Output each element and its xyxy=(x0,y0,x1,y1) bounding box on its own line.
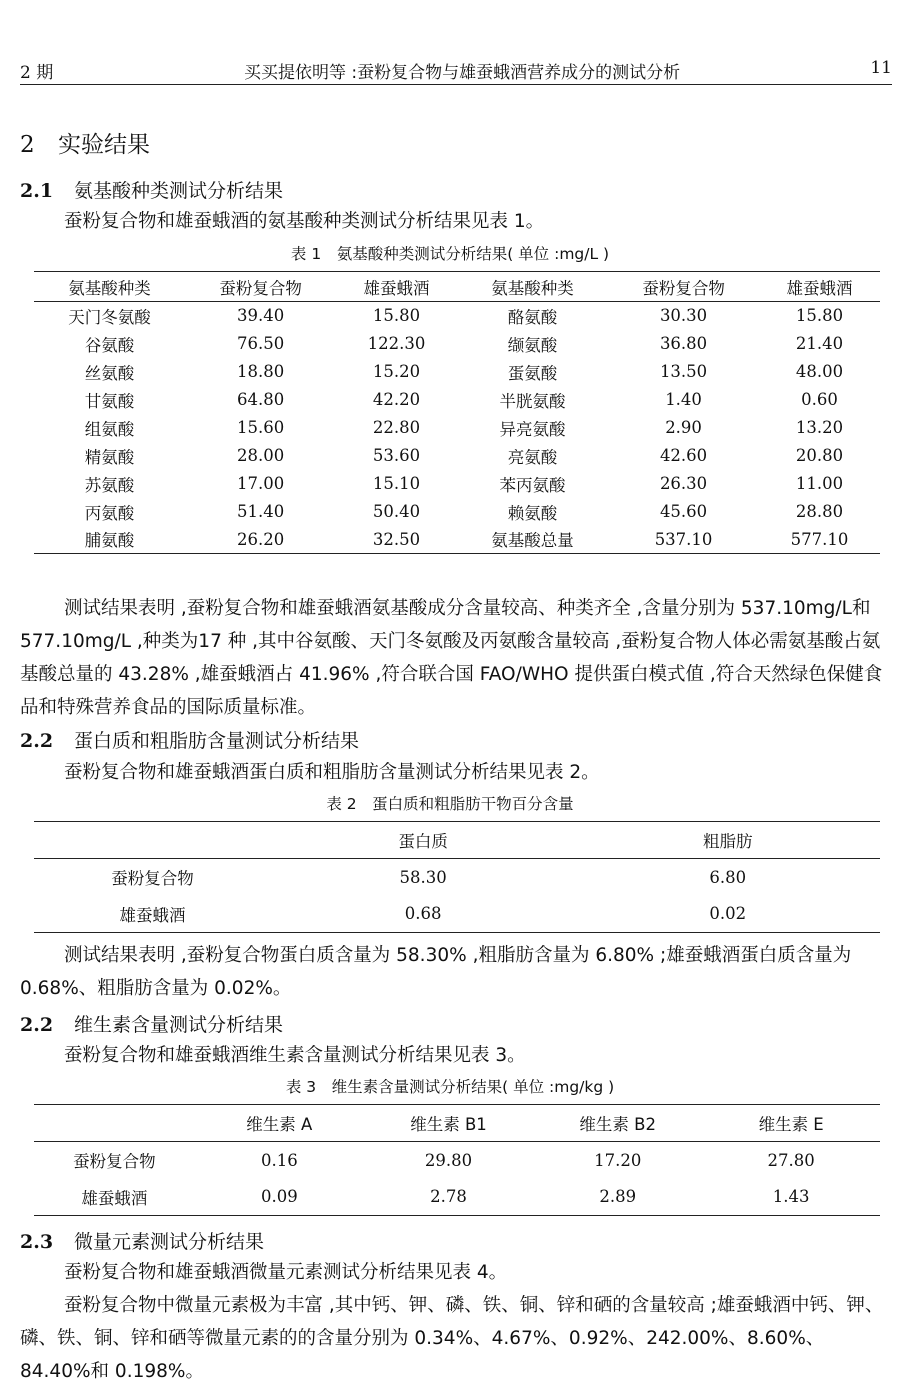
table-cell: 2.89 xyxy=(599,1187,637,1207)
column-header: 氨基酸种类 xyxy=(491,278,574,298)
table-cell: 21.40 xyxy=(795,334,844,353)
table-cell: 17.20 xyxy=(594,1150,642,1170)
table-cell: 异亮氨酸 xyxy=(499,419,566,439)
table-cell: 赖氨酸 xyxy=(507,503,558,523)
table-cell: 2.90 xyxy=(665,418,702,437)
table-cell: 76.50 xyxy=(236,334,285,353)
subsection-title: 微量元素测试分析结果 xyxy=(74,1231,265,1253)
table-cell: 精氨酸 xyxy=(84,447,135,467)
subsection-title: 氨基酸种类测试分析结果 xyxy=(74,180,284,202)
table-cell: 22.80 xyxy=(372,418,421,437)
table-cell: 39.40 xyxy=(236,306,285,326)
column-header: 维生素 E xyxy=(758,1115,824,1134)
subsection-number: 2.2 xyxy=(20,730,54,752)
column-header: 雄蚕蛾酒 xyxy=(363,278,430,298)
table-cell: 天门冬氨酸 xyxy=(68,307,151,327)
table1-reference: 蚕粉复合物和雄蚕蛾酒的氨基酸种类测试分析结果见表 1。 xyxy=(64,211,545,232)
table-cell: 0.16 xyxy=(260,1150,298,1170)
table-row xyxy=(34,414,880,442)
table-cell: 6.80 xyxy=(709,867,747,887)
section-number: 2 xyxy=(20,132,35,158)
table2-caption: 表 2 蛋白质和粗脂肪干物百分含量 xyxy=(326,795,574,813)
table-cell: 30.30 xyxy=(659,306,708,326)
table1-amino-acids xyxy=(34,271,880,554)
table3-caption: 表 3 维生素含量测试分析结果( 单位 :mg/kg ) xyxy=(285,1078,615,1096)
table-cell: 15.60 xyxy=(236,418,285,437)
column-header: 蚕粉复合物 xyxy=(219,278,302,298)
table-cell: 122.30 xyxy=(367,334,426,353)
column-header: 氨基酸种类 xyxy=(68,278,151,298)
table2-protein-fat xyxy=(34,821,880,933)
table1-caption: 表 1 氨基酸种类测试分析结果( 单位 :mg/L ) xyxy=(290,245,610,263)
table-cell: 半胱氨酸 xyxy=(499,391,566,411)
table-cell: 17.00 xyxy=(236,474,285,493)
table3-reference: 蚕粉复合物和雄蚕蛾酒维生素含量测试分析结果见表 3。 xyxy=(64,1045,526,1066)
table-cell: 48.00 xyxy=(795,362,844,381)
table-cell: 缬氨酸 xyxy=(507,335,558,355)
table-cell: 28.80 xyxy=(795,502,844,521)
table-row xyxy=(34,896,880,933)
table-cell: 组氨酸 xyxy=(84,419,135,439)
table-cell: 蚕粉复合物 xyxy=(73,1152,156,1172)
table-cell: 28.00 xyxy=(236,446,285,465)
table-cell: 氨基酸总量 xyxy=(491,531,574,551)
table4-reference: 蚕粉复合物和雄蚕蛾酒微量元素测试分析结果见表 4。 xyxy=(64,1262,508,1283)
issue-number: 2 期 xyxy=(20,63,54,83)
table-cell: 酪氨酸 xyxy=(507,307,558,327)
column-header: 维生素 B1 xyxy=(410,1115,487,1134)
column-header xyxy=(34,822,271,859)
section-title: 实验结果 xyxy=(58,132,150,158)
table-cell: 雄蚕蛾酒 xyxy=(81,1188,148,1208)
amino-acid-results-paragraph: 测试结果表明 ,蚕粉复合物和雄蚕蛾酒氨基酸成分含量较高、种类齐全 ,含量分别为 537.10mg/L和577.10mg/L ,种类为17 种 ,其中谷氨酸、天门冬氨酸及丙氨酸含量较高 ,蚕粉复合物人体必需氨基酸占氨基酸总量的 43.28% ,雄蚕蛾酒占 41.96% ,符合联合国 FAO/WHO 提供蛋白模式值 ,符合天然绿色保健食品和特殊营养食品的国际质量标准。 xyxy=(20,598,883,718)
table-row xyxy=(34,1142,880,1179)
table-cell: 2.78 xyxy=(430,1187,467,1207)
subsection-title: 蛋白质和粗脂肪含量测试分析结果 xyxy=(74,730,360,752)
table-cell: 64.80 xyxy=(236,390,285,409)
table-cell: 20.80 xyxy=(795,446,844,465)
table-cell: 577.10 xyxy=(790,529,849,549)
table-cell: 15.20 xyxy=(372,362,421,381)
column-header: 维生素 A xyxy=(246,1115,313,1134)
subsection-heading-vitamins xyxy=(20,1010,283,1037)
table-cell: 丝氨酸 xyxy=(84,363,135,383)
running-title: 买买提依明等 :蚕粉复合物与雄蚕蛾酒营养成分的测试分析 xyxy=(244,63,681,83)
table-cell: 29.80 xyxy=(424,1150,473,1170)
table-cell: 雄蚕蛾酒 xyxy=(119,905,186,925)
column-header: 粗脂肪 xyxy=(702,832,753,851)
table-cell: 36.80 xyxy=(659,334,708,353)
table-cell: 0.68 xyxy=(404,904,442,924)
table-row xyxy=(34,330,880,358)
table-cell: 1.43 xyxy=(772,1187,810,1207)
table-cell: 50.40 xyxy=(372,502,421,521)
table-cell: 亮氨酸 xyxy=(507,447,558,467)
column-header: 蚕粉复合物 xyxy=(642,278,725,298)
table-cell: 32.50 xyxy=(372,529,421,549)
table-row xyxy=(34,1179,880,1216)
table-row xyxy=(34,442,880,470)
column-header: 雄蚕蛾酒 xyxy=(786,278,853,298)
section-heading-results xyxy=(20,126,150,159)
page-number: 11 xyxy=(870,58,892,78)
table-row xyxy=(34,386,880,414)
subsection-heading-trace-elements xyxy=(20,1227,264,1254)
table2-reference: 蚕粉复合物和雄蚕蛾酒蛋白质和粗脂肪含量测试分析结果见表 2。 xyxy=(64,762,600,783)
running-header xyxy=(20,58,892,85)
table-cell: 26.20 xyxy=(236,529,285,549)
table-cell: 1.40 xyxy=(665,390,702,409)
table-cell: 42.20 xyxy=(372,390,421,409)
table-cell: 27.80 xyxy=(767,1150,815,1170)
table-cell: 苯丙氨酸 xyxy=(499,475,566,495)
table-cell: 蛋氨酸 xyxy=(507,363,558,383)
subsection-heading-amino-acids xyxy=(20,176,283,203)
table-row xyxy=(34,358,880,386)
table-cell: 15.80 xyxy=(372,306,421,326)
table-cell: 537.10 xyxy=(654,529,713,549)
table-cell: 丙氨酸 xyxy=(84,503,135,523)
subsection-number: 2.3 xyxy=(20,1231,54,1253)
table-cell: 15.10 xyxy=(372,474,421,493)
table-cell: 0.09 xyxy=(260,1187,298,1207)
table-row xyxy=(34,498,880,526)
subsection-number: 2.2 xyxy=(20,1014,54,1036)
table-cell: 谷氨酸 xyxy=(84,335,135,355)
table3-vitamins xyxy=(34,1104,880,1216)
table-row xyxy=(34,302,880,330)
table-cell: 26.30 xyxy=(659,474,708,493)
trace-element-results-paragraph: 蚕粉复合物中微量元素极为丰富 ,其中钙、钾、磷、铁、铜、锌和硒的含量较高 ;雄蚕蛾酒中钙、钾、磷、铁、铜、锌和硒等微量元素的的含量分别为 0.34%、4.67%、0.92%、242.00%、8.60%、84.40%和 0.198%。 xyxy=(20,1295,884,1382)
column-header xyxy=(34,1105,195,1142)
table-cell: 51.40 xyxy=(236,502,285,521)
table-cell: 15.80 xyxy=(795,306,844,326)
table-cell: 苏氨酸 xyxy=(84,475,135,495)
table-cell: 甘氨酸 xyxy=(84,391,135,411)
subsection-number: 2.1 xyxy=(20,180,54,202)
table-cell: 蚕粉复合物 xyxy=(111,869,194,889)
table-row xyxy=(34,859,880,896)
table-row xyxy=(34,470,880,498)
table-cell: 42.60 xyxy=(659,446,708,465)
subsection-title: 维生素含量测试分析结果 xyxy=(74,1014,284,1036)
table-cell: 58.30 xyxy=(399,867,447,887)
table-cell: 18.80 xyxy=(236,362,285,381)
table-row xyxy=(34,526,880,554)
table-cell: 13.20 xyxy=(795,418,844,437)
table-cell: 45.60 xyxy=(659,502,708,521)
table-cell: 53.60 xyxy=(372,446,421,465)
table-cell: 脯氨酸 xyxy=(84,531,135,551)
subsection-heading-protein-fat xyxy=(20,726,359,753)
table-cell: 0.60 xyxy=(801,390,838,409)
column-header: 蛋白质 xyxy=(398,832,448,851)
table-cell: 11.00 xyxy=(795,474,844,493)
protein-fat-results-paragraph: 测试结果表明 ,蚕粉复合物蛋白质含量为 58.30% ,粗脂肪含量为 6.80% ;雄蚕蛾酒蛋白质含量为 0.68%、粗脂肪含量为 0.02%。 xyxy=(20,945,852,999)
column-header: 维生素 B2 xyxy=(579,1115,656,1134)
table-cell: 0.02 xyxy=(709,904,747,924)
table-cell: 13.50 xyxy=(659,362,708,381)
